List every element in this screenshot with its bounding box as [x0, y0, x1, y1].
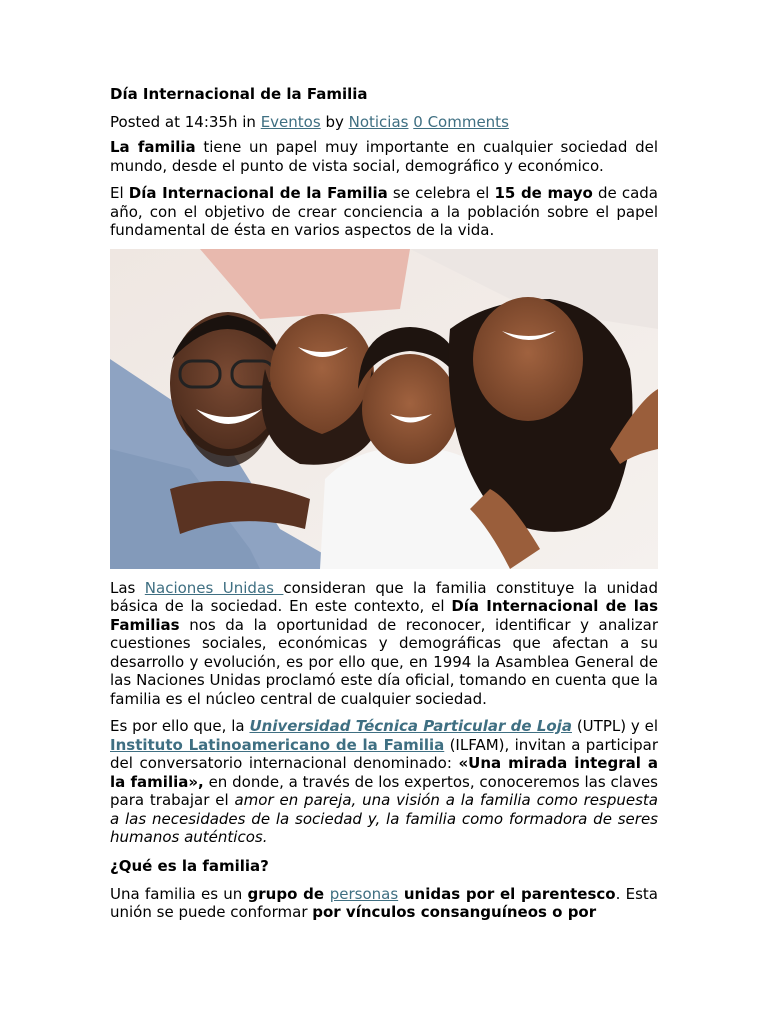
bold-text: Día Internacional de la Familia — [128, 184, 388, 202]
section-heading: ¿Qué es la familia? — [110, 856, 269, 875]
body-text: El — [110, 184, 129, 202]
body-text: Una familia es un — [110, 884, 248, 903]
bold-text: Día Internacional de las Familias — [110, 597, 658, 634]
body-text: consideran que la familia constituye la unidad básica de la sociedad. En este contexto, el — [110, 578, 658, 615]
body-text: . Esta unión se puede conformar — [110, 884, 658, 921]
category-link[interactable]: Eventos — [260, 113, 321, 131]
bold-text: por vínculos consanguíneos o por — [312, 903, 597, 921]
paragraph-utpl — [110, 717, 658, 847]
personas-link[interactable]: personas — [329, 884, 399, 903]
bold-text: 15 de mayo — [494, 184, 593, 202]
by-text: by — [320, 113, 349, 131]
body-text: de cada año, con el objetivo de crear conciencia a la población sobre el papel fundamental de ésta en varios aspectos de la vida. — [110, 184, 658, 239]
italic-text: amor en pareja, una visión a la familia como respuesta a las necesidades de la sociedad y, la familia como formadora de seres humanos auténticos. — [110, 791, 658, 846]
body-text: tiene un papel muy importante en cualquier sociedad del mundo, desde el punto de vista social, demográfico y económico. — [110, 138, 658, 175]
body-text: Es por ello que, la — [110, 717, 250, 735]
paragraph-naciones-unidas — [110, 579, 658, 709]
post-meta — [110, 112, 658, 132]
body-text: se celebra el — [387, 184, 495, 202]
paragraph-definition — [110, 885, 658, 922]
bold-text: «Una mirada integral a la familia», — [110, 754, 658, 791]
body-text: (ILFAM), invitan a participar del conversatorio internacional denominado: — [110, 735, 658, 772]
family-photo — [110, 249, 658, 569]
body-text: en donde, a través de los expertos, conoceremos las claves para trabajar el — [110, 772, 658, 809]
comments-link[interactable]: 0 Comments — [413, 113, 509, 131]
article — [110, 84, 658, 931]
body-text: nos da la oportunidad de reconocer, identificar y analizar cuestiones sociales, económicas y demográficas que afectan a su desarrollo y evolución, es por ello que, en 1994 la Asamblea General de las Naciones Unidas proclamó este día oficial, tomando en cuenta que la familia es el núcleo central de cualquier sociedad. — [110, 615, 658, 708]
posted-at-text: Posted at 14:35h in — [110, 113, 261, 131]
naciones-unidas-link[interactable]: Naciones Unidas — [144, 578, 284, 597]
utpl-link[interactable]: Universidad Técnica Particular de Loja — [249, 717, 572, 735]
bold-text: grupo de — [247, 884, 330, 903]
article-title: Día Internacional de la Familia — [110, 85, 368, 103]
ilfam-link[interactable]: Instituto Latinoamericano de la Familia — [110, 735, 445, 754]
bold-text: unidas por el parentesco — [398, 884, 616, 903]
bold-text: La familia — [110, 138, 196, 156]
author-link[interactable]: Noticias — [348, 113, 409, 131]
paragraph-date — [110, 184, 658, 240]
body-text: Las — [110, 578, 145, 597]
paragraph-intro — [110, 138, 658, 175]
body-text: (UTPL) y el — [571, 717, 659, 735]
